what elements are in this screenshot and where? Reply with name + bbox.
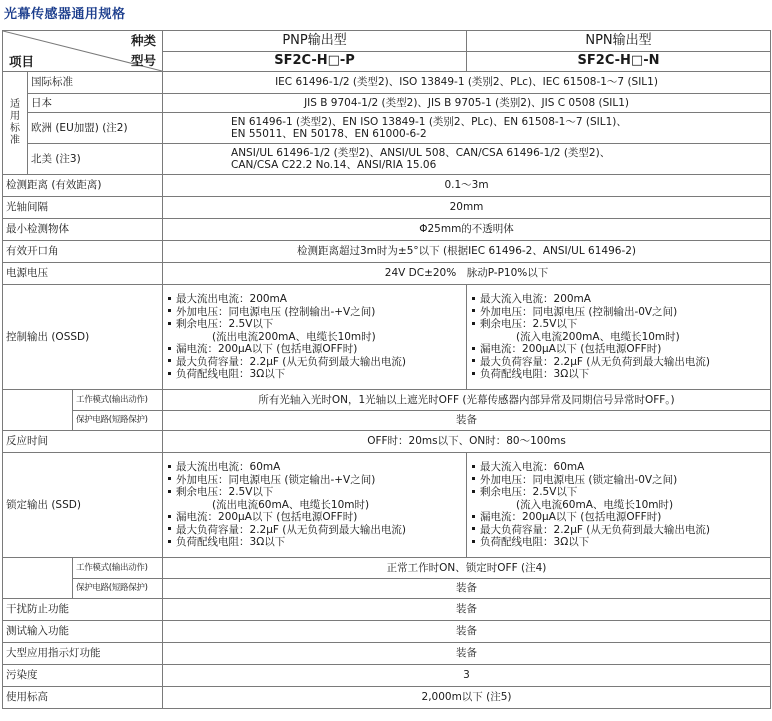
bullet-dot-icon [472, 297, 475, 300]
ossd-spacer [3, 390, 73, 411]
bullet-dot-icon [472, 347, 475, 350]
row-altitude [3, 687, 771, 709]
bullet-dot-icon [472, 540, 475, 543]
bullet-dot-icon [472, 527, 475, 530]
standard-value-international: IEC 61496-1/2 (类型2)、ISO 13849-1 (类别2、PLc)、IEC 61508-1〜7 (SIL1) [163, 72, 771, 94]
label-optical-pitch: 光轴间隔 [3, 197, 163, 219]
standard-row-international [3, 72, 771, 94]
spec-bullet-item [470, 368, 767, 381]
bullet-text: 最大流出电流：200mA [176, 293, 287, 306]
bullet-text: 负荷配线电阻：3Ω以下 [176, 536, 286, 549]
row-ossd-mode [3, 390, 771, 411]
spec-bullet-item [470, 536, 767, 549]
spec-bullet-item [470, 486, 767, 499]
bullet-text: 负荷配线电阻：3Ω以下 [176, 368, 286, 381]
standard-row-north-america [3, 144, 771, 175]
header-kind-label: 种类 [131, 33, 157, 48]
bullet-text: 最大负荷容量：2.2μF (从无负荷到最大输出电流) [480, 523, 710, 536]
ssd-spacer [3, 558, 73, 579]
spec-bullet-item [470, 331, 767, 344]
label-aperture: 有效开口角 [3, 241, 163, 263]
bullet-text: 漏电流：200μA以下 (包括电源OFF时) [480, 343, 662, 356]
bullet-text: 剩余电压：2.5V以下 [480, 486, 578, 499]
spec-bullet-item [470, 511, 767, 524]
row-indicator [3, 643, 771, 665]
bullet-text: 最大流入电流：200mA [480, 293, 591, 306]
value-ssd-mode: 正常工作时ON、锁定时OFF (注4) [163, 558, 771, 579]
label-altitude: 使用标高 [3, 687, 163, 709]
spec-bullet-item [470, 306, 767, 319]
row-detect-distance [3, 175, 771, 197]
bullet-text: 剩余电压：2.5V以下 [176, 486, 274, 499]
value-ossd-mode: 所有光轴入光时ON，1光轴以上遮光时OFF (光幕传感器内部异常及同期信号异常时OFF。) [163, 390, 771, 411]
spec-bullet-item [166, 368, 463, 381]
bullet-text: (流出电流200mA、电缆长10m时) [212, 330, 376, 343]
spec-bullet-item [166, 343, 463, 356]
bullet-text: (流入电流200mA、电缆长10m时) [516, 330, 680, 343]
value-response: OFF时：20ms以下、ON时：80〜100ms [163, 431, 771, 453]
spec-bullet-item [470, 474, 767, 487]
bullet-dot-icon [168, 322, 171, 325]
row-ssd-protect [3, 578, 771, 599]
row-power [3, 263, 771, 285]
header-row-type [3, 31, 771, 52]
label-response: 反应时间 [3, 431, 163, 453]
bullet-text: 最大负荷容量：2.2μF (从无负荷到最大输出电流) [176, 523, 406, 536]
standard-label-north-america: 北美 (注3) [28, 144, 163, 175]
bullet-text: 剩余电压：2.5V以下 [176, 318, 274, 331]
bullet-text: 外加电压：同电源电压 (锁定输出-0V之间) [480, 473, 678, 486]
npn-model-header: SF2C-H□-N [467, 51, 771, 72]
bullet-dot-icon [168, 465, 171, 468]
value-optical-pitch: 20mm [163, 197, 771, 219]
row-min-object [3, 219, 771, 241]
bullet-dot-icon [472, 465, 475, 468]
bullet-text: 漏电流：200μA以下 (包括电源OFF时) [480, 511, 662, 524]
spec-bullet-item [470, 318, 767, 331]
standard-row-europe [3, 113, 771, 144]
bullet-text: 最大流出电流：60mA [176, 461, 281, 474]
row-aperture [3, 241, 771, 263]
standard-label-europe: 欧洲 (EU加盟) (注2) [28, 113, 163, 144]
header-model-label: 型号 [131, 52, 157, 68]
label-ssd-protect: 保护电路(短路保护) [73, 578, 163, 599]
bullet-dot-icon [168, 297, 171, 300]
row-ossd [3, 285, 771, 390]
label-ssd: 锁定输出 (SSD) [3, 453, 163, 558]
bullet-dot-icon [472, 515, 475, 518]
bullet-dot-icon [168, 540, 171, 543]
header-item-label: 项目 [9, 53, 35, 69]
label-interference: 干扰防止功能 [3, 599, 163, 621]
spec-bullet-item [470, 293, 767, 306]
row-test-input [3, 621, 771, 643]
bullet-dot-icon [168, 359, 171, 362]
label-ossd: 控制输出 (OSSD) [3, 285, 163, 390]
label-ssd-mode: 工作模式(输出动作) [73, 558, 163, 579]
pnp-model-header: SF2C-H□-P [163, 51, 467, 72]
value-pollution: 3 [163, 665, 771, 687]
bullet-text: 最大流入电流：60mA [480, 461, 585, 474]
bullet-dot-icon [168, 347, 171, 350]
spec-bullet-item [166, 461, 463, 474]
value-indicator: 装备 [163, 643, 771, 665]
bullet-dot-icon [168, 477, 171, 480]
row-ssd [3, 453, 771, 558]
ossd-npn-list [470, 293, 767, 381]
standard-value-europe: EN 61496-1 (类型2)、EN ISO 13849-1 (类别2、PLc)、EN 61508-1〜7 (SIL1)、 EN 55011、EN 50178、EN 61000-6-2 [163, 113, 771, 144]
spec-table [2, 30, 771, 709]
header-corner [3, 31, 163, 72]
value-min-object: Φ25mm的不透明体 [163, 219, 771, 241]
spec-bullet-item [166, 511, 463, 524]
ssd-npn-list [470, 461, 767, 549]
label-test-input: 测试输入功能 [3, 621, 163, 643]
label-min-object: 最小检测物体 [3, 219, 163, 241]
spec-bullet-item [166, 536, 463, 549]
row-ssd-mode [3, 558, 771, 579]
ssd-spacer-2 [3, 578, 73, 599]
pnp-type-header: PNP输出型 [163, 31, 467, 52]
spec-bullet-item [470, 499, 767, 512]
bullet-text: 剩余电压：2.5V以下 [480, 318, 578, 331]
bullet-dot-icon [472, 490, 475, 493]
ossd-npn-cell [467, 285, 771, 390]
ssd-pnp-cell [163, 453, 467, 558]
npn-type-header: NPN输出型 [467, 31, 771, 52]
bullet-text: 最大负荷容量：2.2μF (从无负荷到最大输出电流) [176, 355, 406, 368]
value-interference: 装备 [163, 599, 771, 621]
spec-bullet-item [166, 486, 463, 499]
row-response [3, 431, 771, 453]
spec-bullet-item [470, 343, 767, 356]
ossd-pnp-list [166, 293, 463, 381]
spec-bullet-item [470, 524, 767, 537]
bullet-dot-icon [472, 322, 475, 325]
bullet-text: (流出电流60mA、电缆长10m时) [212, 498, 370, 511]
spec-bullet-item [470, 461, 767, 474]
row-pollution [3, 665, 771, 687]
spec-bullet-item [166, 331, 463, 344]
bullet-dot-icon [168, 515, 171, 518]
spec-bullet-item [470, 356, 767, 369]
spec-bullet-item [166, 318, 463, 331]
spec-bullet-item [166, 474, 463, 487]
bullet-dot-icon [472, 372, 475, 375]
spec-bullet-item [166, 356, 463, 369]
standard-value-north-america: ANSI/UL 61496-1/2 (类型2)、ANSI/UL 508、CAN/CSA 61496-1/2 (类型2)、 CAN/CSA C22.2 No.14、ANSI/RIA 15.06 [163, 144, 771, 175]
standards-group-label: 适 用 标 准 [3, 72, 28, 175]
bullet-text: 漏电流：200μA以下 (包括电源OFF时) [176, 343, 358, 356]
ssd-pnp-list [166, 461, 463, 549]
value-power: 24V DC±20% 脉动P-P10%以下 [163, 263, 771, 285]
bullet-text: 漏电流：200μA以下 (包括电源OFF时) [176, 511, 358, 524]
label-detect-distance: 检测距离 (有效距离) [3, 175, 163, 197]
bullet-text: 负荷配线电阻：3Ω以下 [480, 368, 590, 381]
ossd-spacer-2 [3, 410, 73, 431]
label-power: 电源电压 [3, 263, 163, 285]
bullet-dot-icon [472, 359, 475, 362]
standard-label-japan: 日本 [28, 94, 163, 113]
value-ssd-protect: 装备 [163, 578, 771, 599]
bullet-dot-icon [168, 490, 171, 493]
bullet-dot-icon [168, 309, 171, 312]
spec-bullet-item [166, 499, 463, 512]
label-pollution: 污染度 [3, 665, 163, 687]
value-detect-distance: 0.1〜3m [163, 175, 771, 197]
bullet-dot-icon [168, 372, 171, 375]
bullet-text: 负荷配线电阻：3Ω以下 [480, 536, 590, 549]
ossd-pnp-cell [163, 285, 467, 390]
bullet-dot-icon [472, 309, 475, 312]
bullet-text: 外加电压：同电源电压 (控制输出-+V之间) [176, 305, 376, 318]
spec-bullet-item [166, 524, 463, 537]
bullet-text: 最大负荷容量：2.2μF (从无负荷到最大输出电流) [480, 355, 710, 368]
label-ossd-protect: 保护电路(短路保护) [73, 410, 163, 431]
value-test-input: 装备 [163, 621, 771, 643]
standard-label-international: 国际标准 [28, 72, 163, 94]
bullet-text: 外加电压：同电源电压 (锁定输出-+V之间) [176, 473, 376, 486]
standard-row-japan [3, 94, 771, 113]
spec-bullet-item [166, 306, 463, 319]
label-indicator: 大型应用指示灯功能 [3, 643, 163, 665]
spec-bullet-item [166, 293, 463, 306]
value-altitude: 2,000m以下 (注5) [163, 687, 771, 709]
row-ossd-protect [3, 410, 771, 431]
bullet-text: 外加电压：同电源电压 (控制输出-0V之间) [480, 305, 678, 318]
label-ossd-mode: 工作模式(输出动作) [73, 390, 163, 411]
row-optical-pitch [3, 197, 771, 219]
bullet-dot-icon [168, 527, 171, 530]
row-interference [3, 599, 771, 621]
value-aperture: 检测距离超过3m时为±5°以下 (根据IEC 61496-2、ANSI/UL 61496-2) [163, 241, 771, 263]
bullet-dot-icon [472, 477, 475, 480]
page-title: 光幕传感器通用规格 [4, 7, 126, 22]
ssd-npn-cell [467, 453, 771, 558]
value-ossd-protect: 装备 [163, 410, 771, 431]
standard-value-japan: JIS B 9704-1/2 (类型2)、JIS B 9705-1 (类别2)、JIS C 0508 (SIL1) [163, 94, 771, 113]
bullet-text: (流入电流60mA、电缆长10m时) [516, 498, 674, 511]
